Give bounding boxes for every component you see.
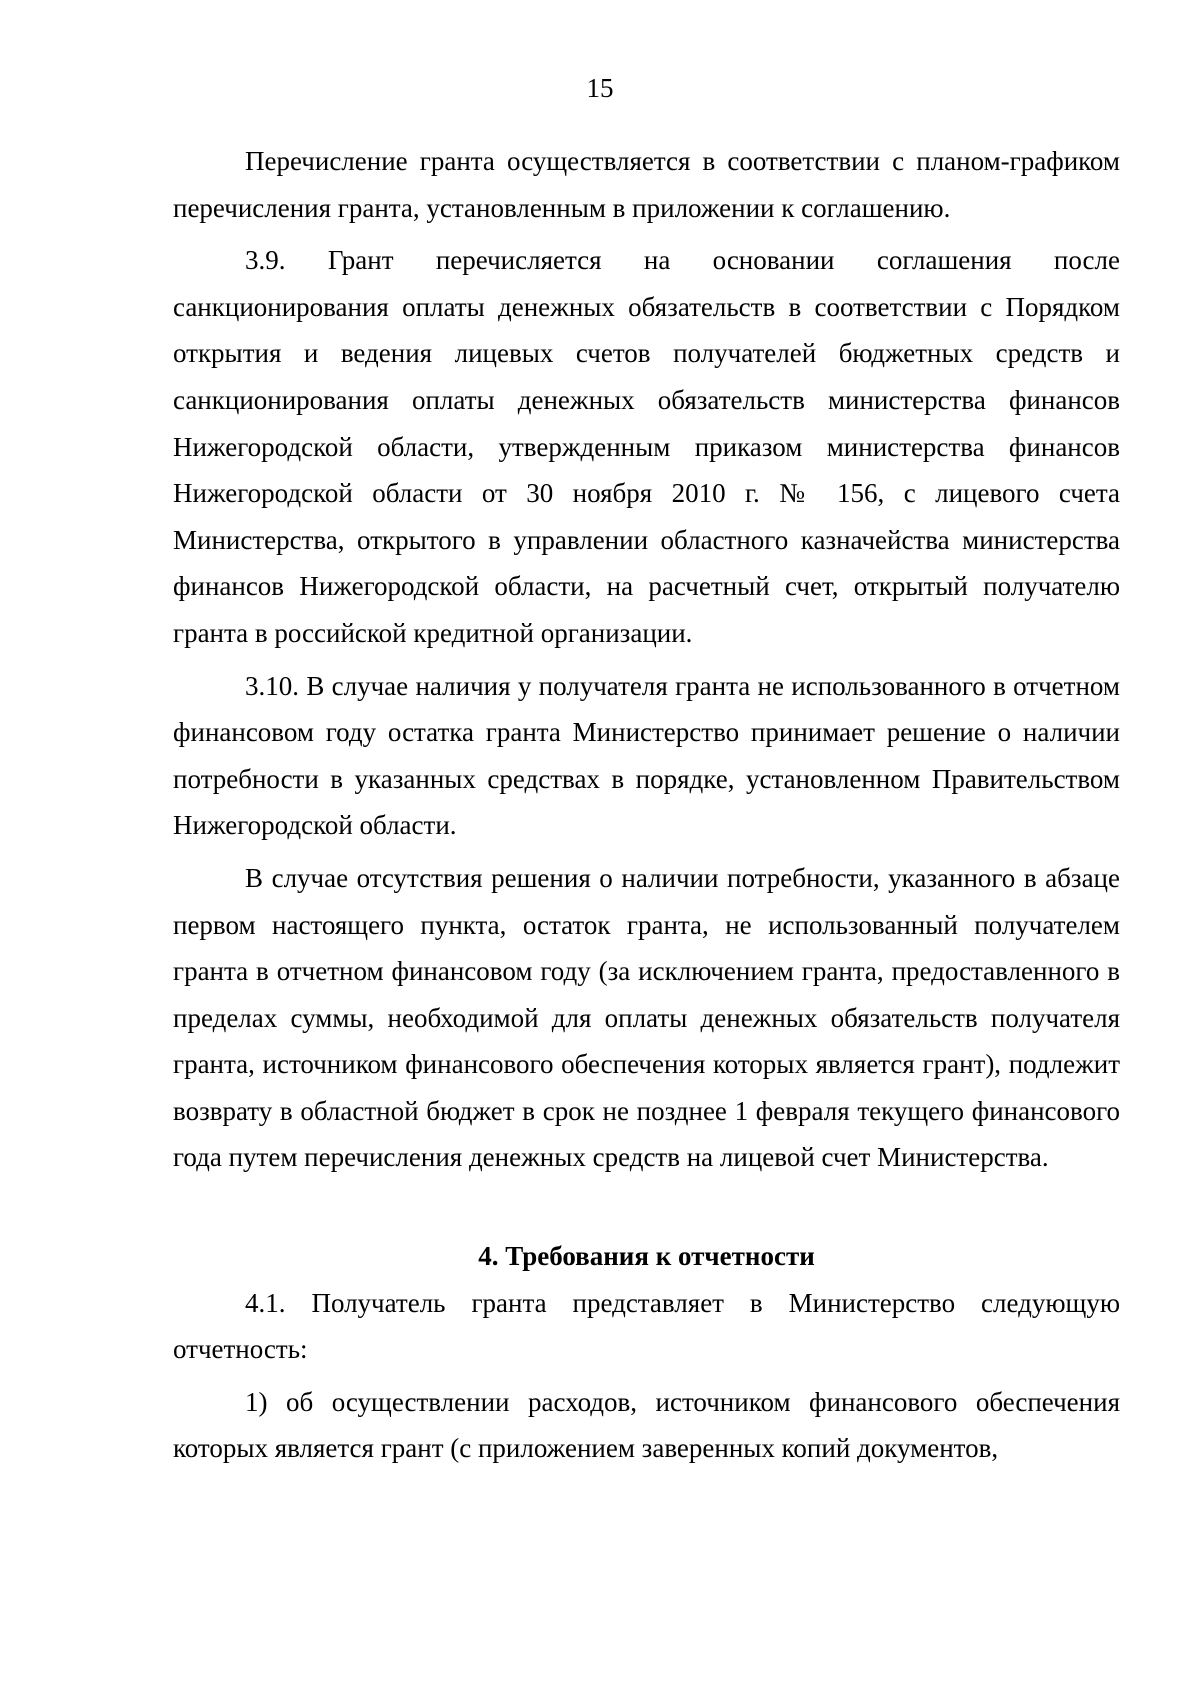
paragraph-no-decision: В случае отсутствия решения о наличии потребности, указанного в абзаце первом настоящего пункта, остаток гранта, не использованный получателем гранта в отчетном финансовом году (за исключением гранта, предоставленного в пределах суммы, необходимой для оплаты денежных обязательств получателя гранта, источником финансового обеспечения которых является грант), подлежит возврату в областной бюджет в срок не позднее 1 февраля текущего финансового года путем перечисления денежных средств на лицевой счет Министерства.: [173, 862, 1120, 1173]
document-body: [173, 138, 1120, 1472]
page-number: 15: [586, 73, 614, 103]
section-heading: 4. Требования к отчетности: [478, 1241, 815, 1272]
paragraph-4-1: 4.1. Получатель гранта представляет в Министерство следующую отчетность:: [173, 1287, 1120, 1365]
paragraph-plan-schedule: Перечисление гранта осуществляется в соответствии с планом-графиком перечисления гранта, установленным в приложении к соглашению.: [173, 146, 1120, 223]
paragraph-3-9: 3.9. Грант перечисляется на основании соглашения после санкционирования оплаты денежных обязательств в соответствии с Порядком открытия и ведения лицевых счетов получателей бюджетных средств и санкционирования оплаты денежных обязательств министерства финансов Нижегородской области, утвержденным приказом министерства финансов Нижегородской области от 30 ноября 2010 г. № 156, с лицевого счета Министерства, открытого в управлении областного казначейства министерства финансов Нижегородской области, на расчетный счет, открытый получателю гранта в российской кредитной организации.: [173, 245, 1120, 648]
paragraph-3-10: 3.10. В случае наличия у получателя гранта не использованного в отчетном финансовом году остатка гранта Министерство принимает решение о наличии потребности в указанных средствах в порядке, установленном Правительством Нижегородской области.: [173, 670, 1120, 841]
paragraph-4-1-item-1: 1) об осуществлении расходов, источником финансового обеспечения которых является грант (с приложением заверенных копий документов,: [173, 1386, 1120, 1464]
